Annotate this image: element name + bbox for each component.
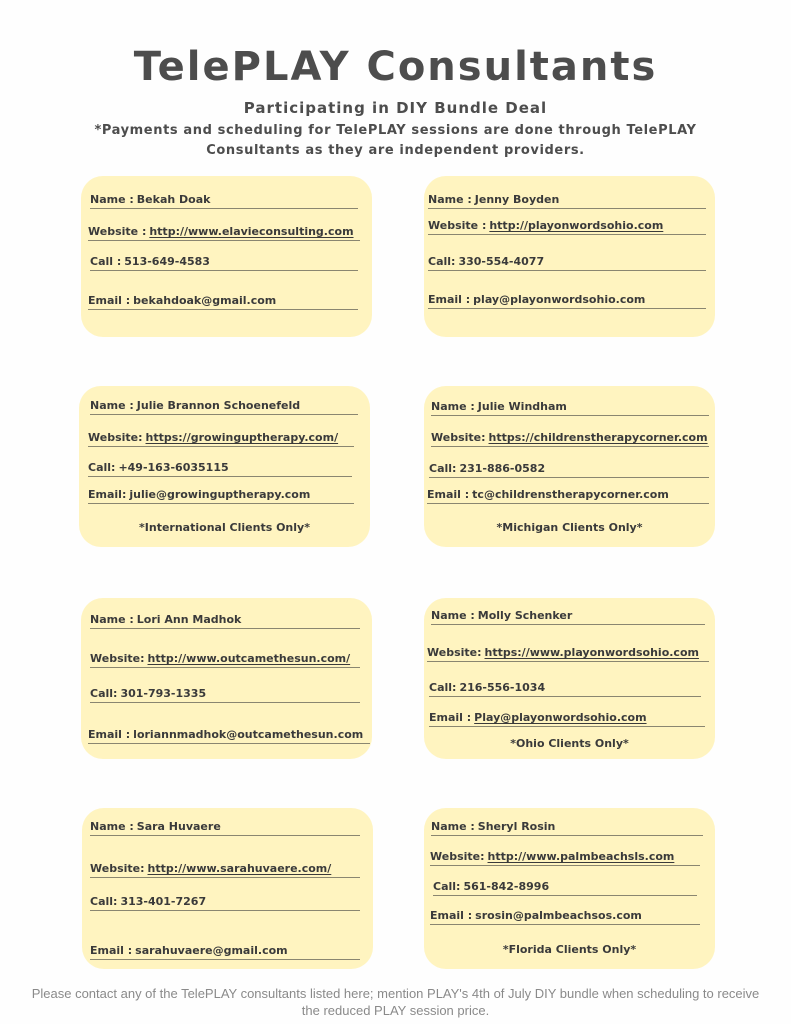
website-line <box>427 646 709 662</box>
name-line <box>428 193 706 209</box>
website-link[interactable]: https://childrenstherapycorner.com <box>488 431 708 444</box>
call-line <box>88 461 352 477</box>
name-line <box>431 820 703 836</box>
consultant-name: Bekah Doak <box>136 193 211 206</box>
call-line <box>90 895 360 911</box>
consultant-card <box>424 598 715 759</box>
client-restriction: *Florida Clients Only* <box>502 943 637 956</box>
website-label: Website: <box>90 652 145 665</box>
call-label: Call : <box>90 255 122 268</box>
call-label: Call: <box>429 462 457 475</box>
phone-number: +49-163-6035115 <box>118 461 229 474</box>
email-address[interactable]: loriannmadhok@outcamethesun.com <box>133 728 364 741</box>
email-label: Email : <box>88 294 131 307</box>
call-line <box>428 255 706 271</box>
website-label: Website : <box>88 225 147 238</box>
consultant-name: Sara Huvaere <box>136 820 221 833</box>
website-line <box>430 850 700 866</box>
email-address[interactable]: Play@playonwordsohio.com <box>474 711 647 724</box>
name-line <box>90 820 360 836</box>
website-label: Website: <box>430 850 485 863</box>
email-address[interactable]: srosin@palmbeachsos.com <box>475 909 642 922</box>
email-line <box>429 711 705 727</box>
email-label: Email : <box>88 728 131 741</box>
website-label: Website: <box>90 862 145 875</box>
phone-number: 301-793-1335 <box>120 687 207 700</box>
consultant-card <box>79 386 370 547</box>
email-address[interactable]: bekahdoak@gmail.com <box>133 294 277 307</box>
client-restriction: *Michigan Clients Only* <box>496 521 643 534</box>
page-title: TelePLAY Consultants <box>133 44 658 90</box>
name-line <box>90 399 358 415</box>
website-label: Website: <box>427 646 482 659</box>
consultant-card <box>81 598 372 759</box>
name-line <box>431 400 709 416</box>
website-line <box>88 431 354 447</box>
footer-note: Please contact any of the TelePLAY consultants listed here; mention PLAY's 4th of July DIY bundle when scheduling to receive the reduced PLAY session price. <box>31 986 760 1018</box>
email-line <box>430 909 700 925</box>
name-label: Name : <box>90 820 134 833</box>
website-link[interactable]: http://www.elavieconsulting.com <box>149 225 354 238</box>
website-link[interactable]: http://playonwordsohio.com <box>489 219 664 232</box>
call-label: Call: <box>90 687 118 700</box>
call-label: Call: <box>433 880 461 893</box>
consultant-name: Molly Schenker <box>477 609 573 622</box>
website-link[interactable]: https://www.playonwordsohio.com <box>484 646 699 659</box>
website-line <box>88 225 360 241</box>
client-restriction: *Ohio Clients Only* <box>510 737 629 750</box>
call-label: Call: <box>429 681 457 694</box>
name-label: Name : <box>431 400 475 413</box>
consultant-card <box>424 808 715 969</box>
name-line <box>90 613 360 629</box>
email-line <box>428 293 706 309</box>
email-line <box>427 488 709 504</box>
email-label: Email : <box>430 909 473 922</box>
email-line <box>88 488 354 504</box>
website-label: Website : <box>428 219 487 232</box>
name-label: Name : <box>431 609 475 622</box>
call-label: Call: <box>428 255 456 268</box>
email-label: Email : <box>428 293 471 306</box>
consultant-card <box>82 808 373 969</box>
call-line <box>90 687 360 703</box>
consultant-card <box>424 386 715 547</box>
payment-note: *Payments and scheduling for TelePLAY sessions are done through TelePLAY Consultants as they are independent providers. <box>94 123 697 158</box>
consultant-name: Sheryl Rosin <box>477 820 556 833</box>
call-line <box>433 880 697 896</box>
website-link[interactable]: http://www.palmbeachsls.com <box>487 850 675 863</box>
name-line <box>431 609 705 625</box>
email-address[interactable]: play@playonwordsohio.com <box>473 293 646 306</box>
call-label: Call: <box>90 895 118 908</box>
call-line <box>429 462 709 478</box>
email-line <box>90 944 360 960</box>
phone-number: 513-649-4583 <box>124 255 210 268</box>
name-label: Name : <box>90 399 134 412</box>
website-link[interactable]: https://growinguptherapy.com/ <box>145 431 339 444</box>
email-address[interactable]: julie@growinguptherapy.com <box>129 488 311 501</box>
consultant-name: Julie Windham <box>477 400 567 413</box>
email-label: Email : <box>90 944 133 957</box>
consultant-name: Lori Ann Madhok <box>136 613 242 626</box>
phone-number: 231-886-0582 <box>459 462 546 475</box>
name-label: Name : <box>90 613 134 626</box>
client-restriction: *International Clients Only* <box>139 521 310 534</box>
call-label: Call: <box>88 461 116 474</box>
email-address[interactable]: tc@childrenstherapycorner.com <box>472 488 669 501</box>
website-link[interactable]: http://www.outcamethesun.com/ <box>147 652 351 665</box>
call-line <box>429 681 701 697</box>
website-line <box>428 219 706 235</box>
website-link[interactable]: http://www.sarahuvaere.com/ <box>147 862 332 875</box>
phone-number: 330-554-4077 <box>458 255 545 268</box>
consultant-card <box>81 176 372 337</box>
name-label: Name : <box>90 193 134 206</box>
website-label: Website: <box>88 431 143 444</box>
email-label: Email : <box>427 488 470 501</box>
page-subtitle: Participating in DIY Bundle Deal <box>243 99 548 117</box>
email-line <box>88 728 370 744</box>
phone-number: 313-401-7267 <box>120 895 207 908</box>
email-label: Email: <box>88 488 127 501</box>
consultant-name: Jenny Boyden <box>474 193 560 206</box>
email-address[interactable]: sarahuvaere@gmail.com <box>135 944 288 957</box>
name-label: Name : <box>428 193 472 206</box>
website-line <box>90 652 360 668</box>
name-label: Name : <box>431 820 475 833</box>
phone-number: 561-842-8996 <box>463 880 550 893</box>
email-label: Email : <box>429 711 472 724</box>
phone-number: 216-556-1034 <box>459 681 546 694</box>
website-label: Website: <box>431 431 486 444</box>
website-line <box>431 431 709 447</box>
consultant-card <box>424 176 715 337</box>
website-line <box>90 862 360 878</box>
email-line <box>88 294 358 310</box>
name-line <box>90 193 358 209</box>
call-line <box>90 255 358 271</box>
consultant-name: Julie Brannon Schoenefeld <box>136 399 301 412</box>
